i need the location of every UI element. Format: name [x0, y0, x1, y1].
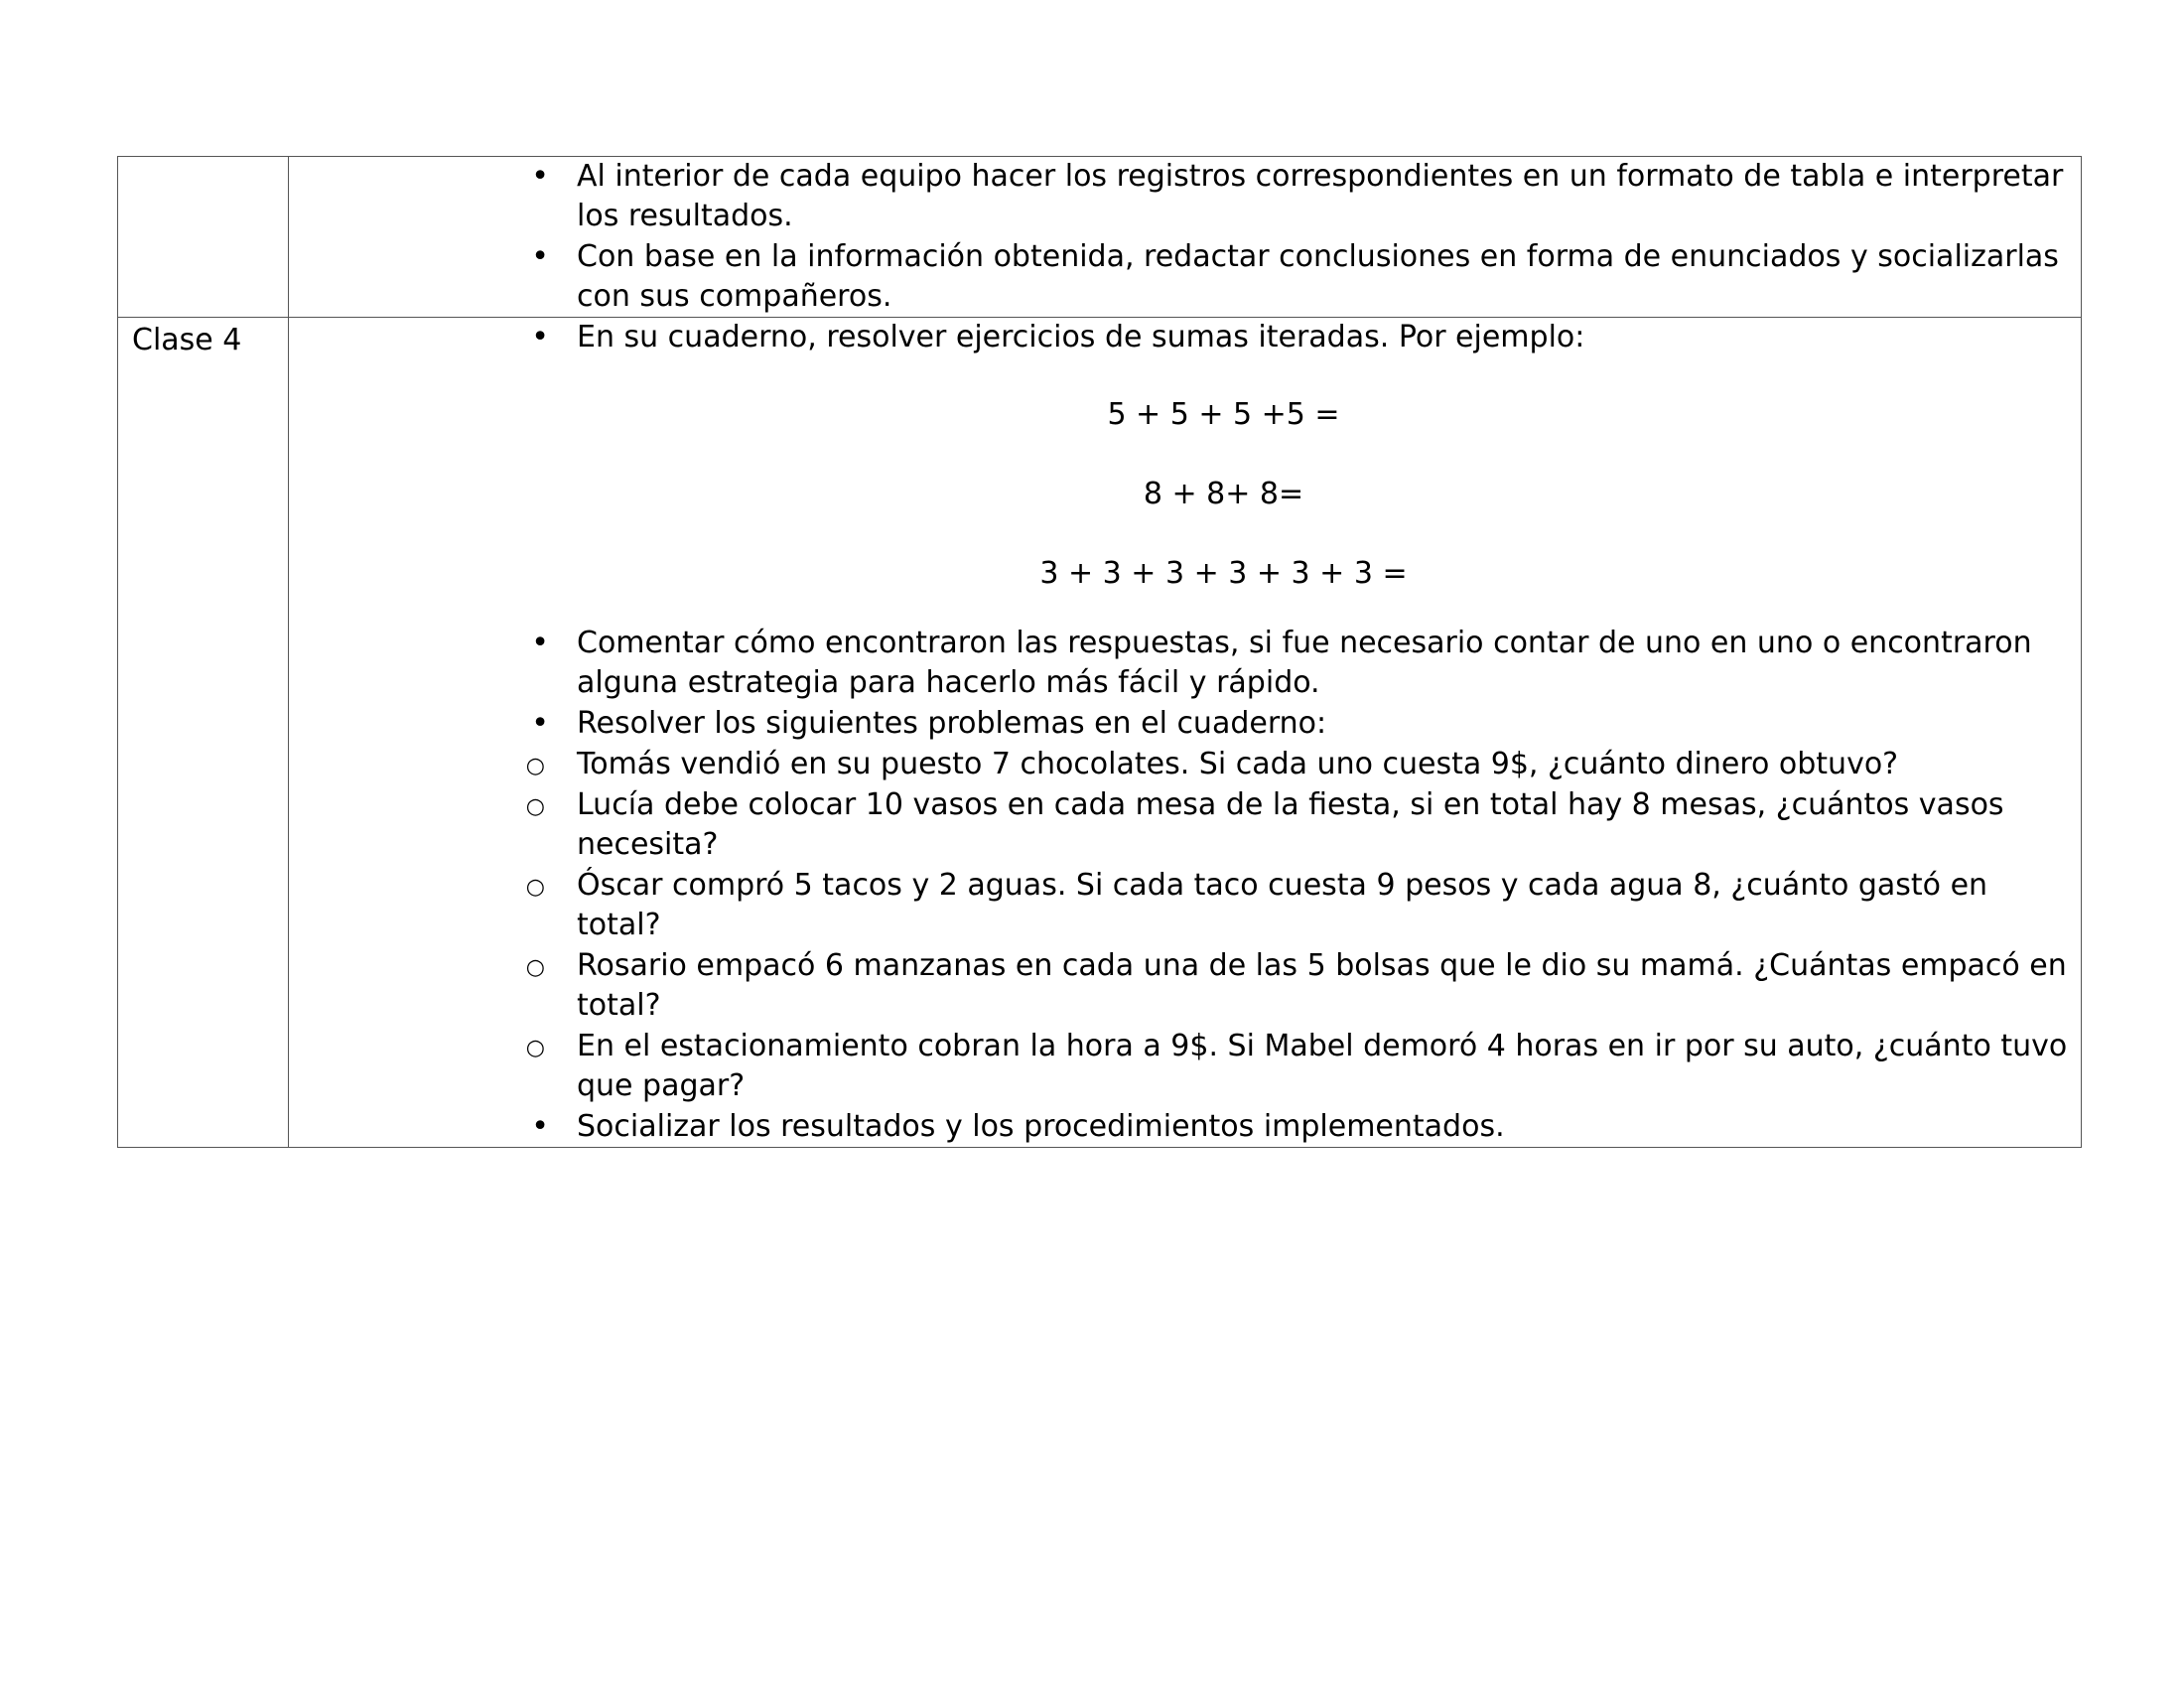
sub-list-item [289, 785, 2081, 865]
equation: 8 + 8+ 8= [1143, 477, 1304, 511]
equation: 5 + 5 + 5 +5 = [1107, 397, 1340, 432]
list-item [289, 237, 2081, 317]
list-item [289, 318, 2081, 357]
problem-text: Óscar compró 5 tacos y 2 aguas. Si cada taco cuesta 9 pesos y cada agua 8, ¿cuánto gastó en total? [577, 868, 1988, 942]
sub-list-item [289, 745, 2081, 784]
row-content-cell [289, 157, 2082, 318]
activities-table [117, 156, 2082, 1148]
row-label-cell [118, 157, 289, 318]
list-item-text: Socializar los resultados y los procedimientos implementados. [577, 1109, 1505, 1144]
sub-list-item [289, 1027, 2081, 1106]
list-item [289, 1107, 2081, 1147]
table-row [118, 318, 2082, 1148]
bullet-icon: • [531, 706, 549, 741]
list-item-text: En su cuaderno, resolver ejercicios de sumas iteradas. Por ejemplo: [577, 320, 1585, 354]
circle-bullet-icon: ○ [525, 1036, 545, 1060]
circle-bullet-icon: ○ [525, 875, 545, 900]
problem-text: Tomás vendió en su puesto 7 chocolates. Si cada uno cuesta 9$, ¿cuánto dinero obtuvo? [577, 747, 1899, 781]
list-item-text: Resolver los siguientes problemas en el cuaderno: [577, 706, 1327, 741]
problem-text: Rosario empacó 6 manzanas en cada una de las 5 bolsas que le dio su mamá. ¿Cuántas empacó en total? [577, 948, 2067, 1023]
bullet-icon: • [531, 159, 549, 194]
list-item-text: Al interior de cada equipo hacer los registros correspondientes en un formato de tabla e interpretar los resultados. [577, 159, 2064, 233]
circle-bullet-icon: ○ [525, 794, 545, 819]
row-label-cell [118, 318, 289, 1148]
sub-list-item [289, 866, 2081, 945]
bullet-icon: • [531, 626, 549, 660]
equations-block [289, 357, 2081, 624]
table-row [118, 157, 2082, 318]
bullet-icon: • [531, 320, 549, 354]
equation: 3 + 3 + 3 + 3 + 3 + 3 = [1039, 556, 1408, 591]
list-item [289, 157, 2081, 236]
bullet-icon: • [531, 239, 549, 274]
problem-text: Lucía debe colocar 10 vasos en cada mesa de la fiesta, si en total hay 8 mesas, ¿cuántos vasos necesita? [577, 787, 2004, 862]
problem-text: En el estacionamiento cobran la hora a 9$. Si Mabel demoró 4 horas en ir por su auto, ¿cuánto tuvo que pagar? [577, 1029, 2068, 1103]
row-content-cell [289, 318, 2082, 1148]
row-label: Clase 4 [132, 323, 242, 357]
list-item [289, 624, 2081, 703]
list-item-text: Con base en la información obtenida, redactar conclusiones en forma de enunciados y socializarlas con sus compañeros. [577, 239, 2059, 314]
circle-bullet-icon: ○ [525, 754, 545, 778]
sub-list-item [289, 946, 2081, 1026]
circle-bullet-icon: ○ [525, 955, 545, 980]
bullet-icon: • [531, 1109, 549, 1144]
list-item [289, 704, 2081, 744]
row-label [118, 157, 288, 159]
list-item-text: Comentar cómo encontraron las respuestas, si fue necesario contar de uno en uno o encontraron alguna estrategia para hacerlo más fácil y rápido. [577, 626, 2032, 700]
